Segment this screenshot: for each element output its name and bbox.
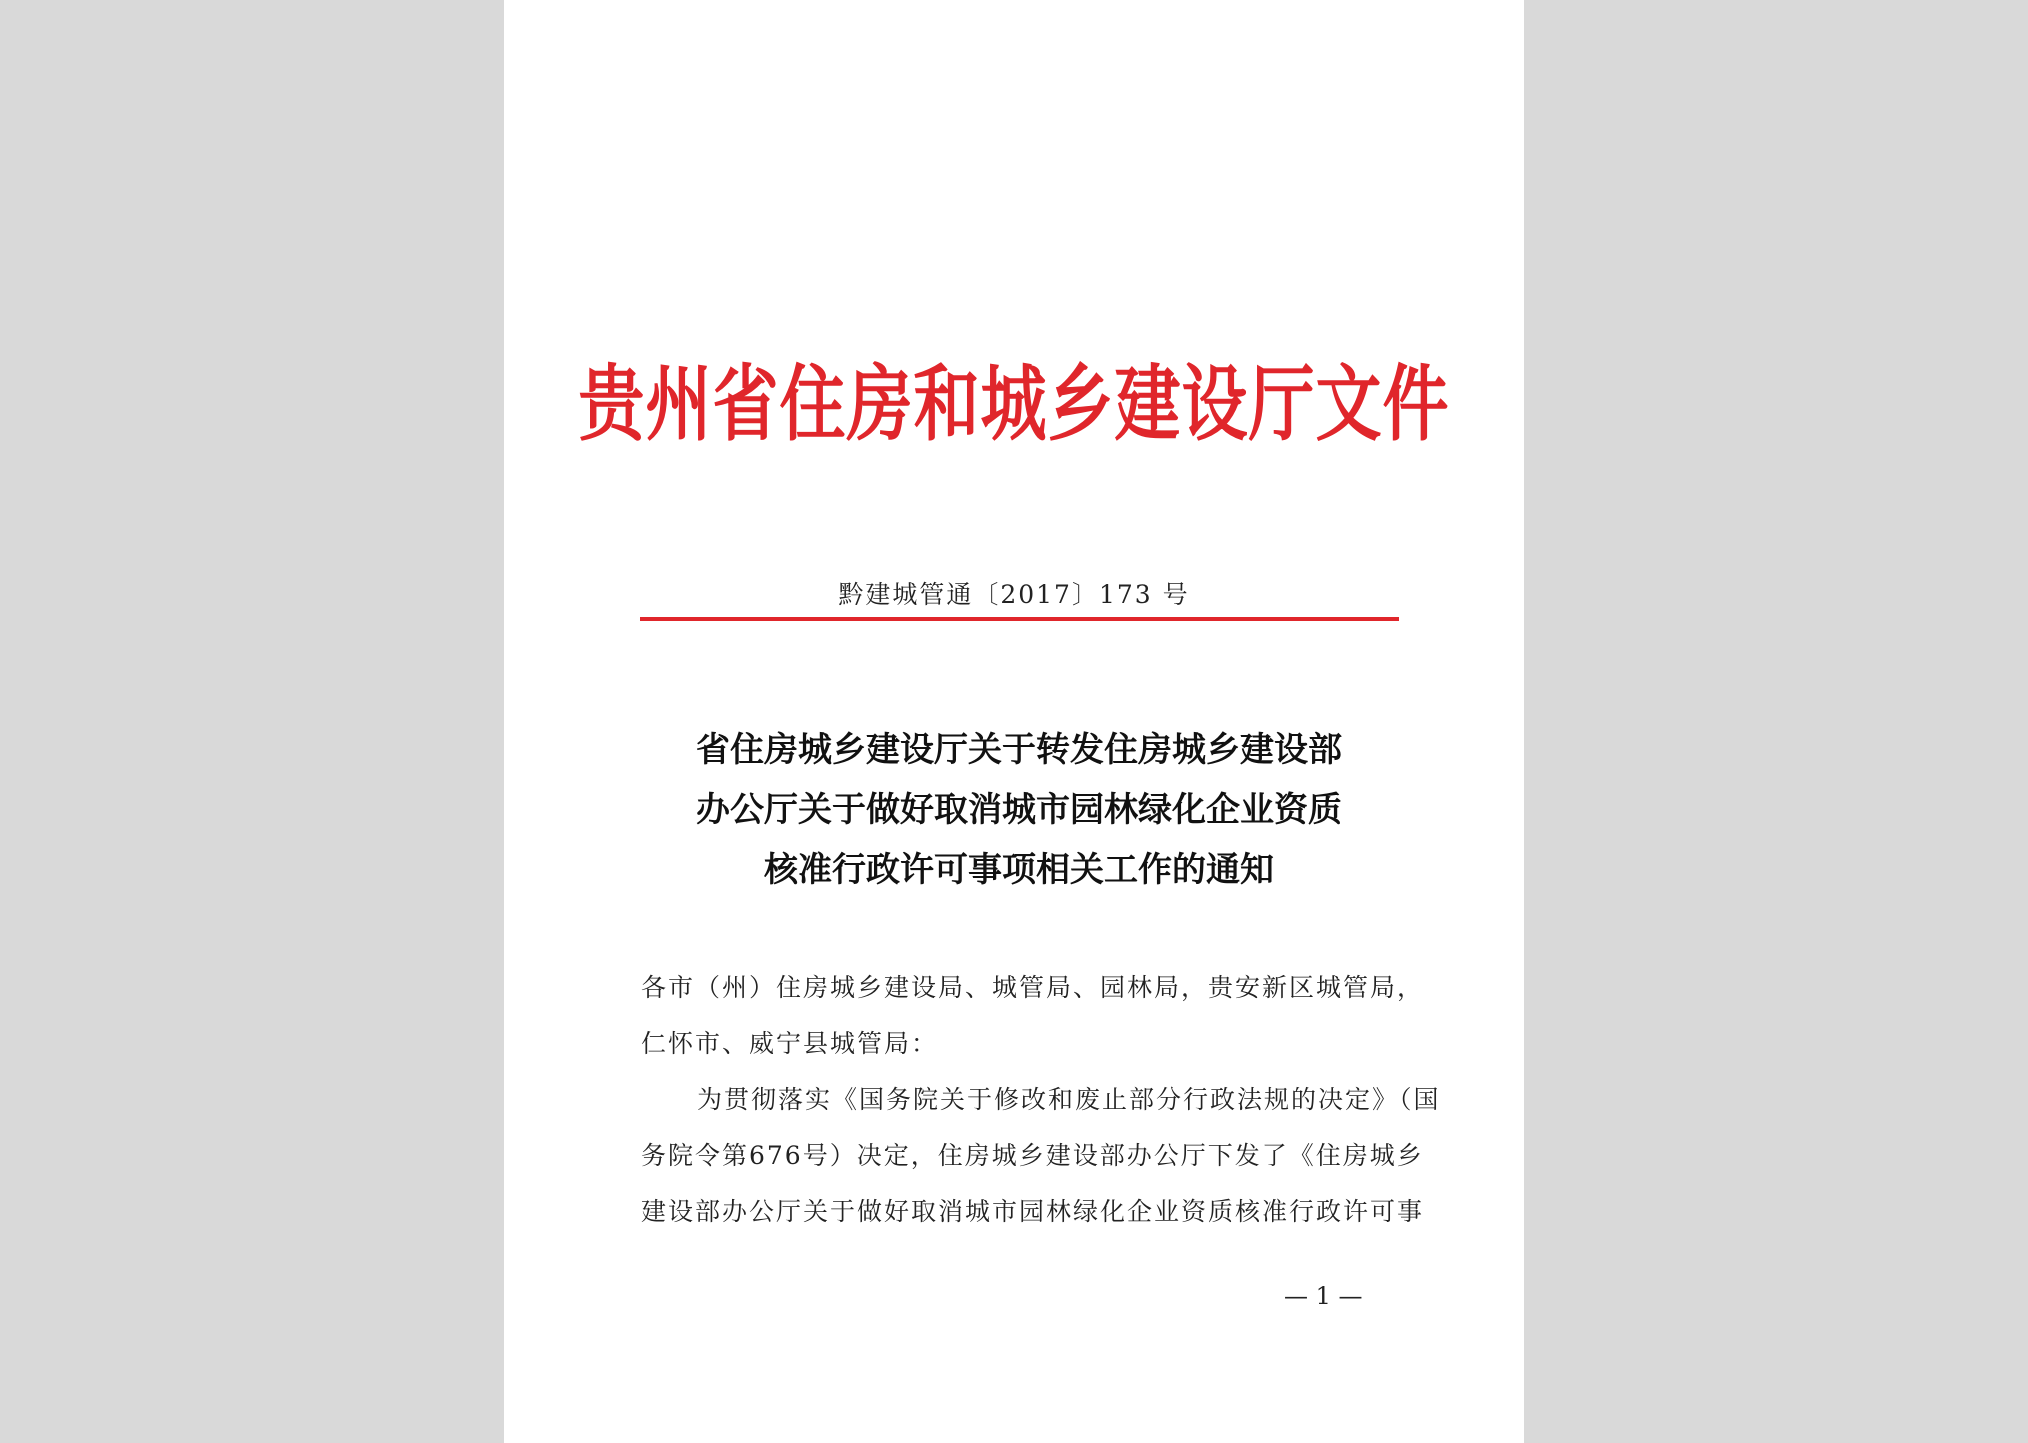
masthead-title: 贵州省住房和城乡建设厅文件 <box>578 356 1450 453</box>
recipients-line: 仁怀市、威宁县城管局： <box>641 1029 939 1058</box>
red-divider-line <box>640 617 1399 621</box>
document-number: 黔建城管通〔2017〕173 号 <box>838 580 1190 609</box>
body-line: 为贯彻落实《国务院关于修改和废止部分行政法规的决定》（国 <box>697 1085 1441 1114</box>
notice-body <box>641 960 1441 1240</box>
title-line: 省住房城乡建设厅关于转发住房城乡建设部 <box>696 730 1342 770</box>
body-line: 建设部办公厅关于做好取消城市园林绿化企业资质核准行政许可事 <box>641 1197 1425 1226</box>
page-number: — 1 — <box>1284 1282 1363 1310</box>
document-page <box>504 0 1524 1443</box>
title-line: 办公厅关于做好取消城市园林绿化企业资质 <box>696 790 1342 830</box>
title-line: 核准行政许可事项相关工作的通知 <box>764 850 1274 890</box>
notice-title <box>644 720 1394 900</box>
body-line: 务院令第676号）决定，住房城乡建设部办公厅下发了《住房城乡 <box>641 1141 1424 1170</box>
recipients-line: 各市（州）住房城乡建设局、城管局、园林局，贵安新区城管局， <box>641 973 1425 1002</box>
